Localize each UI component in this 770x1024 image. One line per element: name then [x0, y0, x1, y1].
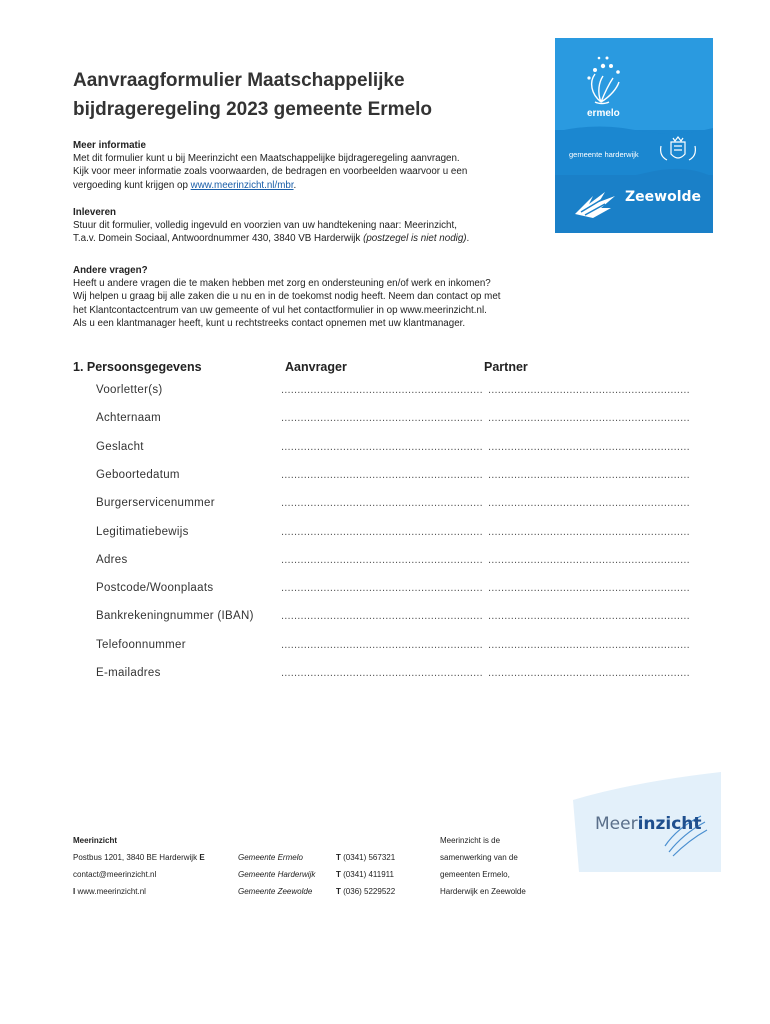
- field-label: Geslacht: [96, 440, 144, 453]
- field-label: Telefoonnummer: [96, 638, 186, 651]
- column-header-partner: Partner: [484, 360, 528, 374]
- field-label: Postcode/Woonplaats: [96, 582, 214, 595]
- applicant-input-line[interactable]: ..............................................................: [281, 667, 483, 679]
- field-label: Burgerservicenummer: [96, 497, 215, 510]
- ermelo-logo-text: ermelo: [587, 108, 620, 119]
- questions-section: [73, 264, 553, 330]
- applicant-input-line[interactable]: ..............................................................: [281, 610, 483, 623]
- form-row: [96, 441, 696, 457]
- footer-website[interactable]: www.meerinzicht.nl: [77, 887, 146, 896]
- municipality-name: Gemeente Ermelo: [238, 853, 303, 862]
- field-label: Achternaam: [96, 412, 162, 425]
- info-line: vergoeding kunt krijgen op: [73, 179, 191, 191]
- field-label: Adres: [96, 553, 128, 566]
- applicant-input-line[interactable]: ..............................................................: [281, 440, 483, 453]
- meerinzicht-logo-text: Meer: [595, 814, 638, 834]
- municipalities-logo: [555, 38, 713, 233]
- partner-input-line[interactable]: ..............................................................: [488, 384, 690, 396]
- form-row: [96, 526, 696, 542]
- partner-input-line[interactable]: ..............................................................: [488, 440, 690, 453]
- page-title: Aanvraagformulier Maatschappelijke bijdrageregeling 2023 gemeente Ermelo: [73, 70, 433, 120]
- postage-note: (postzegel is niet nodig): [363, 233, 467, 245]
- partner-input-line[interactable]: ..............................................................: [488, 610, 690, 623]
- questions-line: Heeft u andere vragen die te maken hebben met zorg en ondersteuning en/of werk en inkomen?: [73, 278, 491, 290]
- submit-section: Inleveren Stuur dit formulier, volledig ingevuld en voorzien van uw handtekening naar: Meerinzicht, T.a.v. Domein Sociaal, Antwoordnummer 430, 3840 VB Harderwijk (postzegel is niet nodig).: [73, 206, 553, 246]
- submit-heading: Inleveren: [73, 207, 117, 218]
- footer-contact: Meerinzicht Postbus 1201, 3840 BE Harderwijk E contact@meerinzicht.nl I www.meerinzicht.nl: [73, 836, 205, 896]
- applicant-input-line[interactable]: ..............................................................: [281, 497, 483, 510]
- footer-tagline: Meerinzicht is de samenwerking van de gemeenten Ermelo, Harderwijk en Zeewolde: [440, 836, 526, 896]
- form-row: [96, 497, 696, 513]
- form-row: [96, 554, 696, 570]
- footer-org: Meerinzicht: [73, 836, 118, 845]
- field-label: E-mailadres: [96, 667, 161, 679]
- applicant-input-line[interactable]: ..............................................................: [281, 412, 483, 425]
- harderwijk-crest-icon: [655, 136, 701, 166]
- partner-input-line[interactable]: ..............................................................: [488, 553, 690, 566]
- municipality-phone: (036) 5229522: [343, 887, 396, 896]
- field-label: Geboortedatum: [96, 468, 180, 481]
- submit-line: Stuur dit formulier, volledig ingevuld en voorzien van uw handtekening naar: Meerinzicht,: [73, 220, 457, 232]
- questions-line: Als u een klantmanager heeft, kunt u rechtstreeks contact opnemen met uw klantmanager.: [73, 317, 466, 329]
- section-title-persoonsgegevens: 1. Persoonsgegevens: [73, 360, 202, 374]
- form-row: [96, 610, 696, 626]
- submit-line: T.a.v. Domein Sociaal, Antwoordnummer 430, 3840 VB Harderwijk: [73, 233, 364, 245]
- applicant-input-line[interactable]: ..............................................................: [281, 468, 483, 481]
- partner-input-line[interactable]: ..............................................................: [488, 525, 690, 538]
- form-row: [96, 384, 696, 400]
- form-row: [96, 639, 696, 655]
- applicant-input-line[interactable]: ..............................................................: [281, 384, 483, 396]
- ermelo-shell-icon: [573, 52, 633, 108]
- municipality-phone: (0341) 411911: [343, 870, 394, 879]
- municipality-phone: (0341) 567321: [343, 853, 396, 862]
- info-heading: Meer informatie: [73, 140, 146, 151]
- harderwijk-logo-text: gemeente harderwijk: [569, 150, 639, 159]
- questions-line: het Klantcontactcentrum van uw gemeente of vul het contactformulier in op www.meerinzicht.nl.: [73, 304, 487, 316]
- partner-input-line[interactable]: ..............................................................: [488, 582, 690, 595]
- form-row: [96, 582, 696, 598]
- municipality-row: Gemeente Harderwijk T (0341) 411911: [238, 866, 395, 883]
- zeewolde-logo-text: Zeewolde: [625, 189, 702, 205]
- municipality-name: Gemeente Zeewolde: [238, 887, 313, 896]
- partner-input-line[interactable]: ..............................................................: [488, 412, 690, 425]
- field-label: Voorletter(s): [96, 384, 163, 396]
- field-label: Legitimatiebewijs: [96, 525, 189, 538]
- applicant-input-line[interactable]: ..............................................................: [281, 553, 483, 566]
- municipality-row: Gemeente Ermelo T (0341) 567321: [238, 849, 395, 866]
- questions-line: Wij helpen u graag bij alle zaken die u nu en in de toekomst nodig heeft. Neem dan contact op met: [73, 291, 501, 303]
- column-header-applicant: Aanvrager: [285, 360, 347, 374]
- form-row: [96, 412, 696, 428]
- info-section: Meer informatie Met dit formulier kunt u bij Meerinzicht een Maatschappelijke bijdrageregeling aanvragen. Kijk voor meer informatie zoals voorwaarden, de bedragen en voorbeelden waarvoor u een vergoeding kunt krijgen op www.meerinzicht.nl/mbr.: [73, 139, 553, 192]
- applicant-input-line[interactable]: ..............................................................: [281, 525, 483, 538]
- municipality-row: Gemeente Zeewolde T (036) 5229522: [238, 883, 395, 900]
- partner-input-line[interactable]: ..............................................................: [488, 497, 690, 510]
- form-row: [96, 469, 696, 485]
- meerinzicht-logo: Meerinzicht: [573, 772, 721, 872]
- partner-input-line[interactable]: ..............................................................: [488, 667, 690, 679]
- zeewolde-wings-icon: [571, 188, 621, 222]
- partner-input-line[interactable]: ..............................................................: [488, 638, 690, 651]
- footer-email[interactable]: contact@meerinzicht.nl: [73, 870, 157, 879]
- footer-municipalities: [238, 849, 395, 900]
- footer-address: Postbus 1201, 3840 BE Harderwijk: [73, 853, 198, 862]
- mbr-link[interactable]: www.meerinzicht.nl/mbr: [190, 179, 294, 191]
- applicant-input-line[interactable]: ..............................................................: [281, 638, 483, 651]
- info-line: Met dit formulier kunt u bij Meerinzicht een Maatschappelijke bijdrageregeling aanvragen.: [73, 153, 460, 165]
- municipality-name: Gemeente Harderwijk: [238, 870, 316, 879]
- partner-input-line[interactable]: ..............................................................: [488, 468, 690, 481]
- field-label: Bankrekeningnummer (IBAN): [96, 610, 254, 623]
- info-line: Kijk voor meer informatie zoals voorwaarden, de bedragen en voorbeelden waarvoor u een: [73, 166, 468, 178]
- form-row: [96, 667, 696, 683]
- questions-heading: Andere vragen?: [73, 265, 148, 276]
- applicant-input-line[interactable]: ..............................................................: [281, 582, 483, 595]
